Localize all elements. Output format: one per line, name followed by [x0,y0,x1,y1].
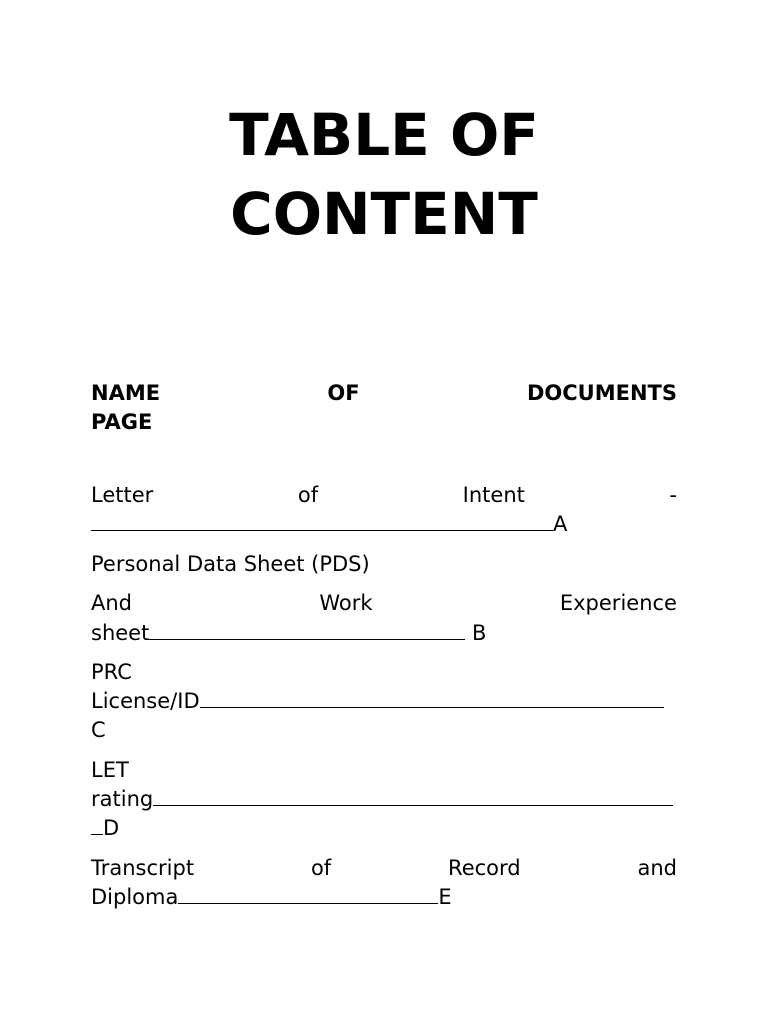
page-letter: E [438,885,452,909]
leader-line [200,687,664,708]
leader-line [153,785,673,806]
toc-entry-pds: Personal Data Sheet (PDS) [91,552,370,576]
toc-entry-prc-page: C [91,718,106,742]
toc-entry-let: LET [91,758,129,782]
title-line-1: TABLE OF [229,101,539,169]
toc-entry-work-experience-page: sheet B [91,621,487,645]
toc-entry-work-experience: And Work Experience [91,591,677,615]
header-word: NAME [91,381,161,405]
toc-entry-letter-of-intent-page [91,510,677,539]
leader-line [91,510,553,531]
page-letter: D [103,816,120,840]
toc-header-page: PAGE [91,410,153,434]
toc-entry-transcript-page: Diploma E [91,885,452,909]
toc-entry-prc-line2: License/ID [91,687,677,716]
page-title [0,96,768,254]
page-letter: A [553,512,568,536]
toc-entry-transcript: Transcript of Record and [91,856,677,880]
toc-entry-prc: PRC [91,660,132,684]
header-word: OF [327,381,360,405]
toc-entry-let-line2: rating [91,785,677,814]
toc-header-row [91,379,677,408]
header-word: DOCUMENTS [526,381,677,405]
title-line-2: CONTENT [230,180,538,248]
page-letter: B [465,621,487,645]
toc-entry-letter-of-intent: Letter of Intent - [91,483,677,507]
leader-line [91,814,103,835]
leader-line [178,883,438,904]
leader-line [149,619,465,640]
toc-entry-let-page [91,814,677,843]
